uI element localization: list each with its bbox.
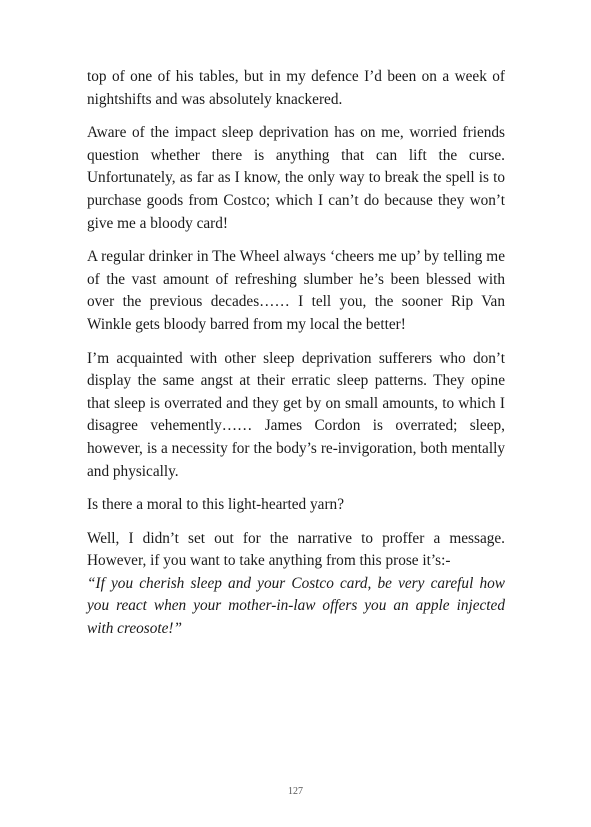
paragraph-6	[87, 528, 505, 641]
page-number: 127	[288, 786, 303, 797]
final-paragraph-lead: Well, I didn’t set out for the narrative to proffer a message. However, if you want to take anything from this prose it’s:-	[87, 529, 505, 570]
paragraph-4: I’m acquainted with other sleep deprivation sufferers who don’t display the same angst at their erratic sleep patterns. They opine that sleep is overrated and they get by on small amounts, to which I disagree vehemently…… James Cordon is overrated; sleep, however, is a necessity for the body’s re-invigoration, both mentally and physically.	[87, 349, 505, 480]
paragraph-2: Aware of the impact sleep deprivation has on me, worried friends question whether there is anything that can lift the curse. Unfortunately, as far as I know, the only way to break the spell is to purchase goods from Costco; which I can’t do because they won’t give me a bloody card!	[87, 124, 505, 232]
body-text	[87, 66, 505, 652]
paragraph-5: Is there a moral to this light-hearted yarn?	[87, 496, 344, 514]
paragraph-1: top of one of his tables, but in my defence I’d been on a week of nightshifts and was absolutely knackered.	[87, 68, 505, 108]
paragraph-3: A regular drinker in The Wheel always ‘cheers me up’ by telling me of the vast amount of refreshing slumber he’s been blessed with over the previous decades…… I tell you, the sooner Rip Van Winkle gets bloody barred from my local the better!	[87, 248, 505, 333]
closing-quote: “If you cherish sleep and your Costco card, be very careful how you react when your mother-in-law offers you an apple injected with creosote!”	[87, 574, 505, 638]
